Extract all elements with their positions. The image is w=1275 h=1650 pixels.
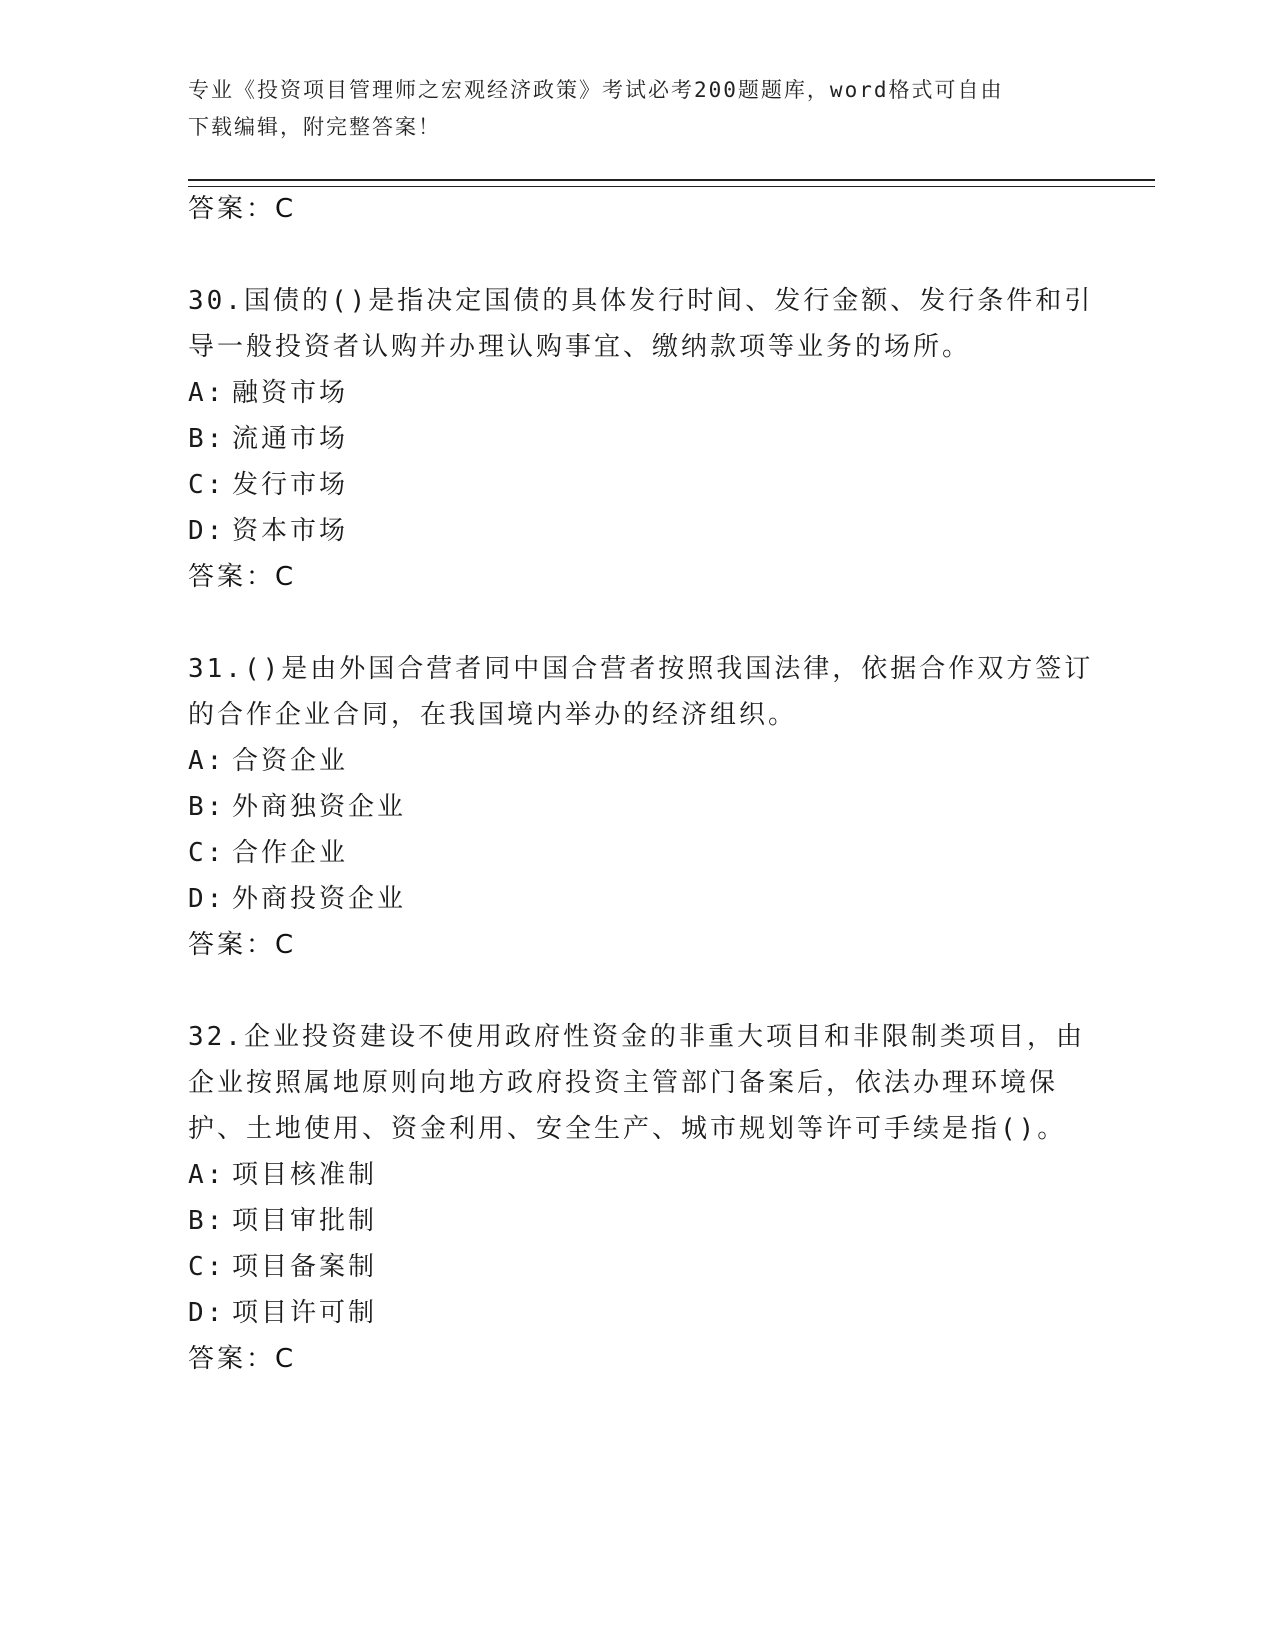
question-stem-line: 企业按照属地原则向地方政府投资主管部门备案后，依法办理环境保	[188, 1068, 1059, 1098]
question-stem-line: 32.企业投资建设不使用政府性资金的非重大项目和非限制类项目，由	[188, 1022, 1085, 1052]
option-a	[188, 370, 1088, 416]
question-block	[188, 278, 1094, 600]
option-letter: A:	[188, 378, 226, 408]
option-letter: D:	[188, 516, 226, 546]
option-d	[188, 508, 1088, 554]
option-letter: B:	[188, 1206, 226, 1236]
question-block	[188, 1014, 1088, 1382]
option-c	[188, 462, 1088, 508]
option-text: 发行市场	[232, 470, 349, 500]
option-text: 项目许可制	[232, 1298, 378, 1328]
option-text: 资本市场	[232, 516, 349, 546]
question-stem-line: 31.()是由外国合营者同中国合营者按照我国法律，依据合作双方签订	[188, 654, 1094, 684]
option-letter: C:	[188, 1252, 226, 1282]
option-text: 合资企业	[232, 746, 349, 776]
option-letter: A:	[188, 1160, 226, 1190]
option-a	[188, 738, 1088, 784]
option-text: 项目核准制	[232, 1160, 378, 1190]
option-letter: A:	[188, 746, 226, 776]
option-text: 外商投资企业	[232, 884, 407, 914]
question-stem-line: 的合作企业合同，在我国境内举办的经济组织。	[188, 700, 798, 730]
option-c	[188, 1244, 1088, 1290]
question-stem-line: 30.国债的()是指决定国债的具体发行时间、发行金额、发行条件和引	[188, 286, 1094, 316]
option-letter: B:	[188, 424, 226, 454]
answer-line: 答案：C	[188, 930, 297, 960]
option-letter: D:	[188, 1298, 226, 1328]
option-letter: B:	[188, 792, 226, 822]
question-block	[188, 646, 1094, 968]
option-text: 流通市场	[232, 424, 349, 454]
option-b	[188, 1198, 1088, 1244]
option-d	[188, 876, 1088, 922]
question-stem-line: 护、土地使用、资金利用、安全生产、城市规划等许可手续是指()。	[188, 1114, 1067, 1144]
option-text: 外商独资企业	[232, 792, 407, 822]
question-stem-line: 导一般投资者认购并办理认购事宜、缴纳款项等业务的场所。	[188, 332, 972, 362]
header-line-1: 专业《投资项目管理师之宏观经济政策》考试必考200题题库，word格式可自由	[188, 78, 1004, 102]
option-b	[188, 784, 1088, 830]
option-letter: C:	[188, 470, 226, 500]
option-text: 融资市场	[232, 378, 349, 408]
page-header	[188, 72, 1088, 146]
option-b	[188, 416, 1088, 462]
answer-line: 答案：C	[188, 1344, 297, 1374]
option-c	[188, 830, 1088, 876]
option-text: 项目审批制	[232, 1206, 378, 1236]
option-text: 项目备案制	[232, 1252, 378, 1282]
answer-line: 答案：C	[188, 562, 297, 592]
answer-line: 答案：C	[188, 194, 297, 224]
option-a	[188, 1152, 1088, 1198]
option-text: 合作企业	[232, 838, 349, 868]
option-letter: C:	[188, 838, 226, 868]
header-line-2: 下载编辑，附完整答案！	[188, 115, 441, 139]
option-letter: D:	[188, 884, 226, 914]
question-list	[188, 186, 1094, 1382]
option-d	[188, 1290, 1088, 1336]
